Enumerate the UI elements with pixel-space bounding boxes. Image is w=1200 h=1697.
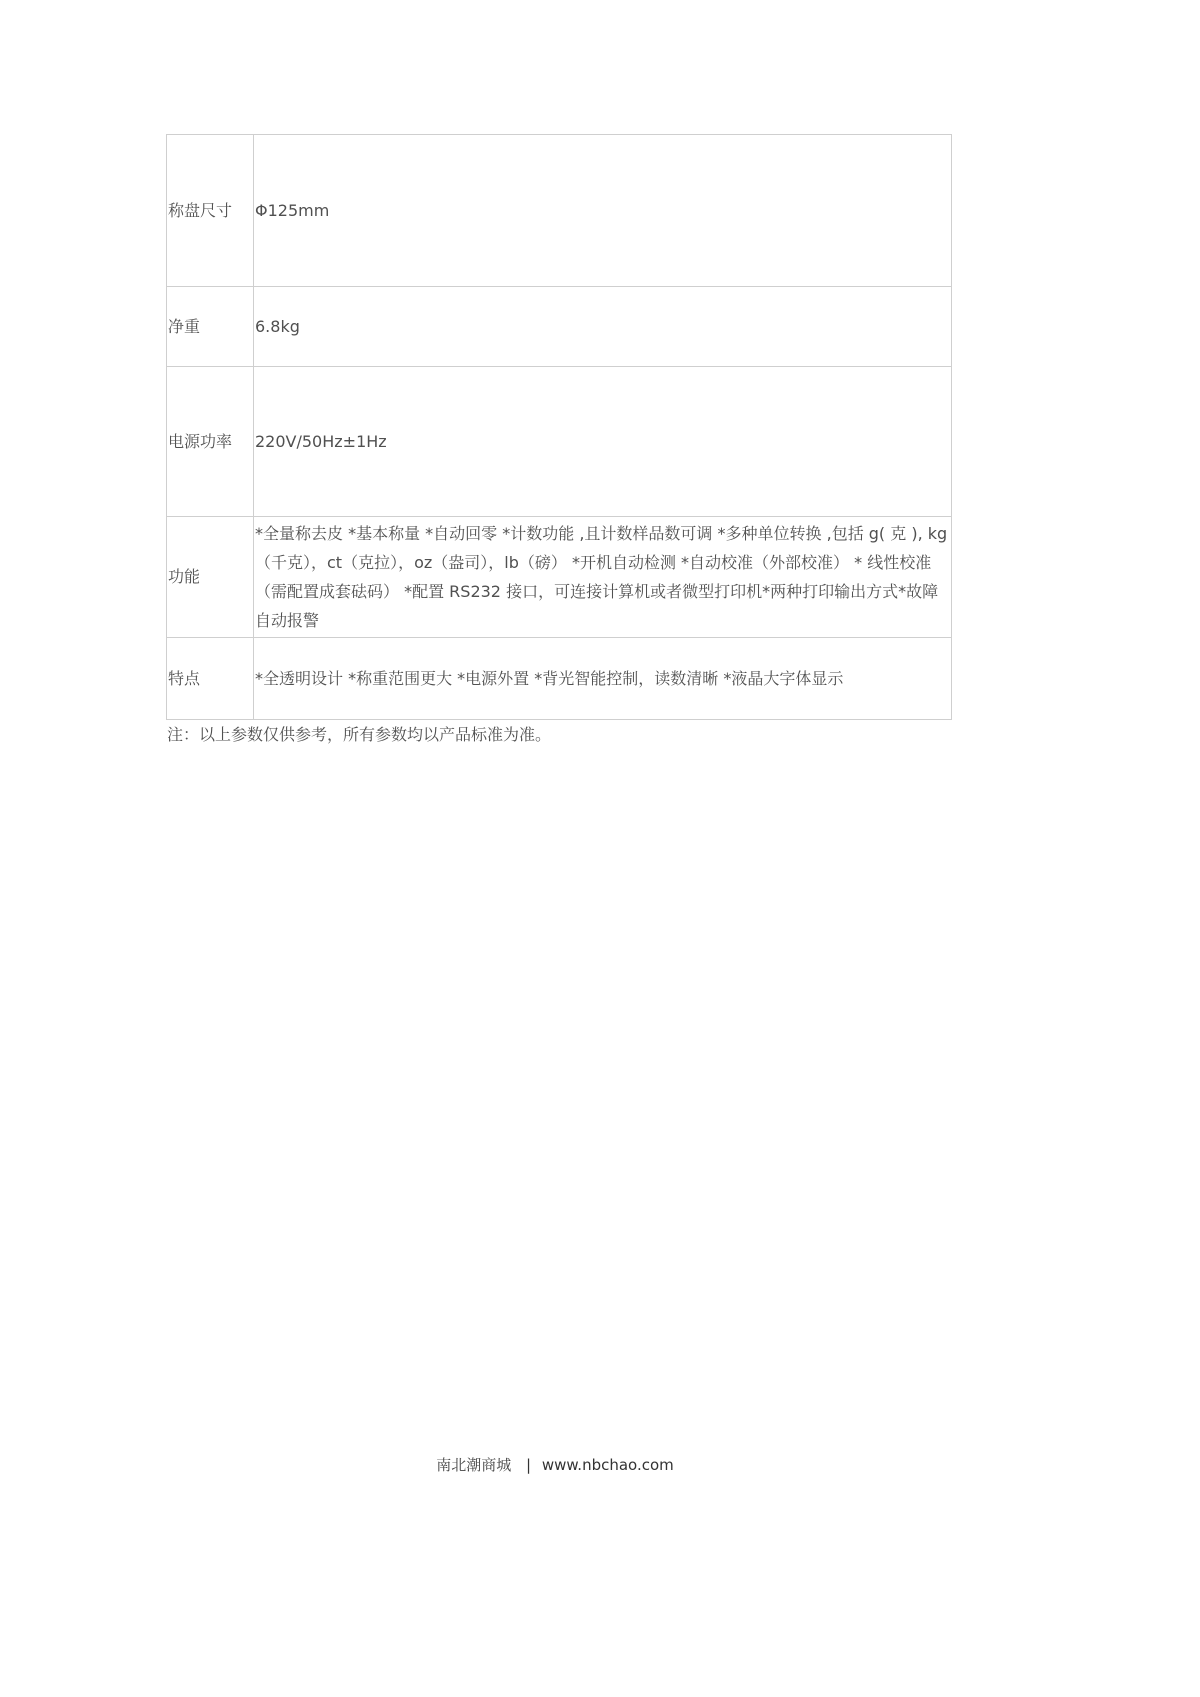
row-label: 功能 bbox=[167, 517, 254, 638]
row-label: 净重 bbox=[167, 287, 254, 367]
table-row bbox=[167, 367, 952, 517]
row-label: 称盘尺寸 bbox=[167, 135, 254, 287]
row-value: Φ125mm bbox=[254, 135, 952, 287]
table-row bbox=[167, 135, 952, 287]
spec-table bbox=[166, 134, 952, 720]
footer-brand: 南北潮商城 bbox=[436, 1456, 512, 1474]
page-footer bbox=[0, 1454, 1110, 1475]
row-label: 特点 bbox=[167, 638, 254, 720]
disclaimer-note: 注：以上参数仅供参考，所有参数均以产品标准为准。 bbox=[167, 725, 552, 744]
row-value: *全量称去皮 *基本称量 *自动回零 *计数功能 ,且计数样品数可调 *多种单位转换 ,包括 g( 克 ), kg（千克），ct（克拉），oz（盎司），lb（磅） *开机自动检测 *自动校准（外部校准） * 线性校准（需配置成套砝码） *配置 RS232 接口，可连接计算机或者微型打印机*两种打印输出方式*故障自动报警 bbox=[254, 517, 952, 638]
footer-url-link[interactable]: www.nbchao.com bbox=[541, 1456, 674, 1474]
row-value: *全透明设计 *称重范围更大 *电源外置 *背光智能控制，读数清晰 *液晶大字体显示 bbox=[254, 638, 952, 720]
row-label: 电源功率 bbox=[167, 367, 254, 517]
table-row bbox=[167, 638, 952, 720]
table-row bbox=[167, 287, 952, 367]
footer-separator: | bbox=[526, 1456, 532, 1474]
row-value: 220V/50Hz±1Hz bbox=[254, 367, 952, 517]
row-value: 6.8kg bbox=[254, 287, 952, 367]
table-row bbox=[167, 517, 952, 638]
